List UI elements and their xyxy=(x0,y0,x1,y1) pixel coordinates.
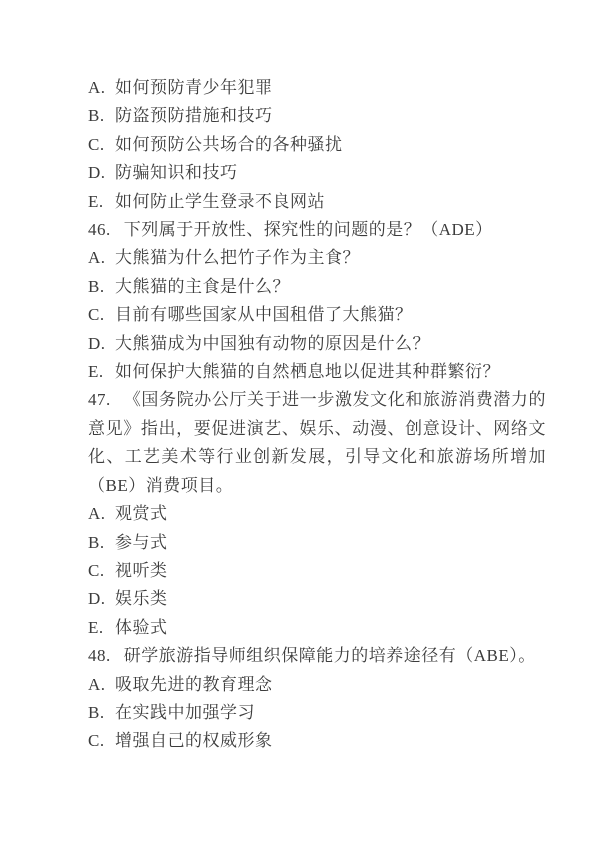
option-text: 防盗预防措施和技巧 xyxy=(115,106,273,126)
question-46 xyxy=(88,216,546,244)
option-text: 如何预防公共场合的各种骚扰 xyxy=(115,134,343,154)
option-label: D. xyxy=(88,163,106,183)
question-number: 48. xyxy=(88,646,111,666)
option-label: D. xyxy=(88,333,106,353)
option-line xyxy=(88,74,546,102)
option-label: B. xyxy=(88,532,105,552)
option-line xyxy=(88,301,546,329)
option-text: 视听类 xyxy=(115,560,168,580)
option-line xyxy=(88,614,546,642)
option-text: 在实践中加强学习 xyxy=(115,702,255,722)
option-label: B. xyxy=(88,276,105,296)
option-label: A. xyxy=(88,674,106,694)
option-label: E. xyxy=(88,617,104,637)
option-line xyxy=(88,244,546,272)
option-line xyxy=(88,500,546,528)
option-text: 目前有哪些国家从中国租借了大熊猫？ xyxy=(115,305,413,325)
question-number: 46. xyxy=(88,220,111,240)
option-text: 增强自己的权威形象 xyxy=(115,731,273,751)
option-label: C. xyxy=(88,305,105,325)
option-text: 如何防止学生登录不良网站 xyxy=(115,191,325,211)
option-text: 大熊猫为什么把竹子作为主食？ xyxy=(115,248,360,268)
option-line xyxy=(88,131,546,159)
option-line xyxy=(88,699,546,727)
option-line xyxy=(88,273,546,301)
option-label: B. xyxy=(88,702,105,722)
question-text: 下列属于开放性、探究性的问题的是？（ADE） xyxy=(123,220,493,240)
option-line xyxy=(88,727,546,755)
option-text: 娱乐类 xyxy=(115,589,168,609)
option-line xyxy=(88,557,546,585)
option-text: 参与式 xyxy=(115,532,168,552)
option-line xyxy=(88,188,546,216)
option-line xyxy=(88,529,546,557)
option-line xyxy=(88,358,546,386)
option-text: 如何预防青少年犯罪 xyxy=(115,78,273,97)
option-label: B. xyxy=(88,106,105,126)
question-number: 47. xyxy=(88,390,111,410)
option-text: 大熊猫成为中国独有动物的原因是什么？ xyxy=(115,333,430,353)
option-label: C. xyxy=(88,134,105,154)
question-47 xyxy=(88,386,546,500)
option-label: A. xyxy=(88,248,106,268)
option-line xyxy=(88,159,546,187)
question-text: 《国务院办公厅关于进一步激发文化和旅游消费潜力的意见》指出，要促进演艺、娱乐、动漫、创意设计、网络文化、工艺美术等行业创新发展，引导文化和旅游场所增加（BE）消费项目。 xyxy=(88,390,546,495)
option-text: 吸取先进的教育理念 xyxy=(115,674,273,694)
option-label: D. xyxy=(88,589,106,609)
option-line xyxy=(88,102,546,130)
question-text: 研学旅游指导师组织保障能力的培养途径有（ABE）。 xyxy=(123,646,536,666)
option-text: 大熊猫的主食是什么？ xyxy=(115,276,290,296)
option-label: C. xyxy=(88,560,105,580)
option-text: 如何保护大熊猫的自然栖息地以促进其种群繁衍？ xyxy=(115,362,500,382)
option-label: E. xyxy=(88,191,104,211)
option-line xyxy=(88,585,546,613)
option-text: 体验式 xyxy=(115,617,168,637)
option-line xyxy=(88,671,546,699)
option-text: 防骗知识和技巧 xyxy=(115,163,238,183)
option-label: A. xyxy=(88,504,106,524)
option-label: A. xyxy=(88,78,106,97)
option-text: 观赏式 xyxy=(115,504,168,524)
question-text-block xyxy=(88,74,546,756)
question-48 xyxy=(88,642,546,670)
option-line xyxy=(88,330,546,358)
option-label: E. xyxy=(88,362,104,382)
option-label: C. xyxy=(88,731,105,751)
